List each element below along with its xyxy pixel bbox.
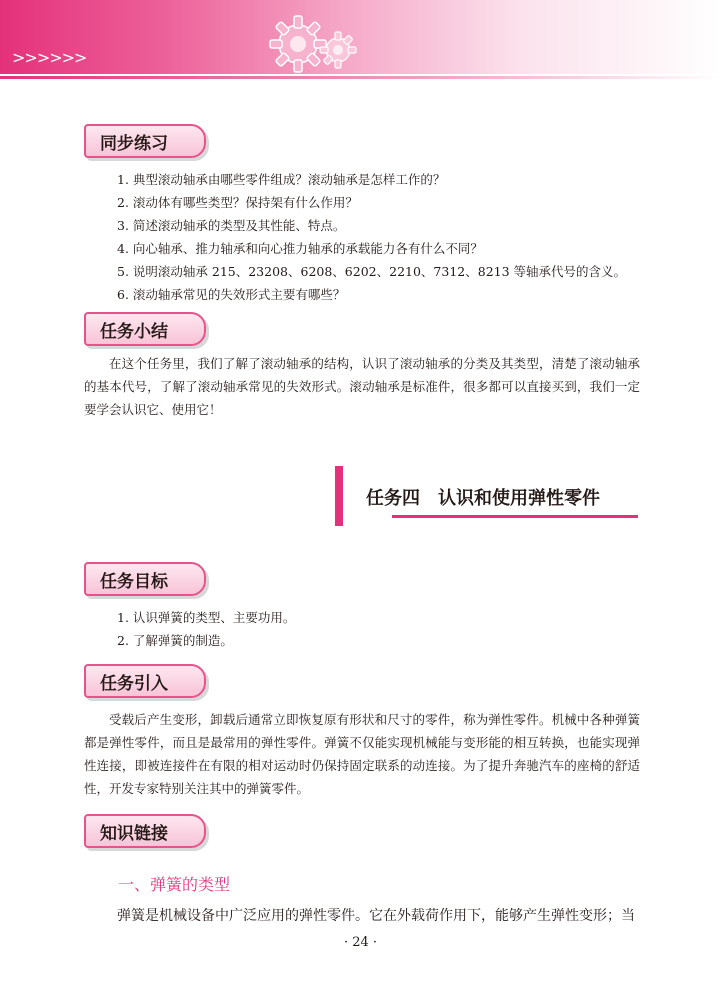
section-title-intro: 任务引入 (100, 674, 168, 694)
goal-list (117, 606, 295, 652)
chevron-decoration-icon: >>>>>> (12, 48, 87, 67)
list-item: 5. 说明滚动轴承 215、23208、6208、6202、2210、7312、8213 等轴承代号的含义。 (117, 264, 627, 279)
page-number: · 24 · (343, 935, 378, 950)
practice-list (117, 168, 626, 306)
section-tab-practice (84, 124, 206, 158)
section-title-goal: 任务目标 (100, 572, 168, 592)
section-title-practice: 同步练习 (100, 134, 168, 154)
list-item: 2. 滚动体有哪些类型？保持架有什么作用？ (117, 195, 358, 210)
section-tab-goal (84, 562, 206, 596)
task-accent-bar (335, 466, 343, 526)
list-item: 6. 滚动轴承常见的失效形式主要有哪些？ (117, 287, 346, 302)
section-title-summary: 任务小结 (100, 322, 168, 342)
list-item: 4. 向心轴承、推力轴承和向心推力轴承的承载能力各有什么不同？ (117, 241, 483, 256)
intro-paragraph: 受载后产生变形，卸载后通常立即恢复原有形状和尺寸的零件，称为弹性零件。机械中各种弹簧都是弹性零件，而且是最常用的弹性零件。弹簧不仅能实现机械能与变形能的相互转换，也能实现弹性连接，即被连接件在有限的相对运动时仍保持固定联系的动连接。为了提升奔驰汽车的座椅的舒适性，开发专家特别关注其中的弹簧零件。 (84, 712, 640, 796)
task-underline (392, 515, 638, 518)
knowledge-paragraph: 弹簧是机械设备中广泛应用的弹性零件。它在外载荷作用下，能够产生弹性变形；当 (117, 908, 635, 924)
section-tab-intro (84, 664, 206, 698)
subheading-spring-types: 一、弹簧的类型 (118, 875, 231, 894)
list-item: 1. 认识弹簧的类型、主要功用。 (117, 610, 296, 625)
header-banner (0, 0, 721, 74)
list-item: 2. 了解弹簧的制造。 (117, 633, 233, 648)
list-item: 1. 典型滚动轴承由哪些零件组成？滚动轴承是怎样工作的？ (117, 172, 446, 187)
header-rule (0, 76, 721, 79)
section-tab-knowledge (84, 814, 206, 848)
task-title: 任务四 认识和使用弹性零件 (366, 488, 600, 509)
gear-small-icon (318, 30, 358, 70)
section-tab-summary (84, 312, 206, 346)
summary-paragraph: 在这个任务里，我们了解了滚动轴承的结构，认识了滚动轴承的分类及其类型，清楚了滚动轴承的基本代号，了解了滚动轴承常见的失效形式。滚动轴承是标准件，很多都可以直接买到，我们一定要学会认识它、使用它！ (84, 356, 640, 417)
section-title-knowledge: 知识链接 (100, 824, 168, 844)
list-item: 3. 简述滚动轴承的类型及其性能、特点。 (117, 218, 346, 233)
